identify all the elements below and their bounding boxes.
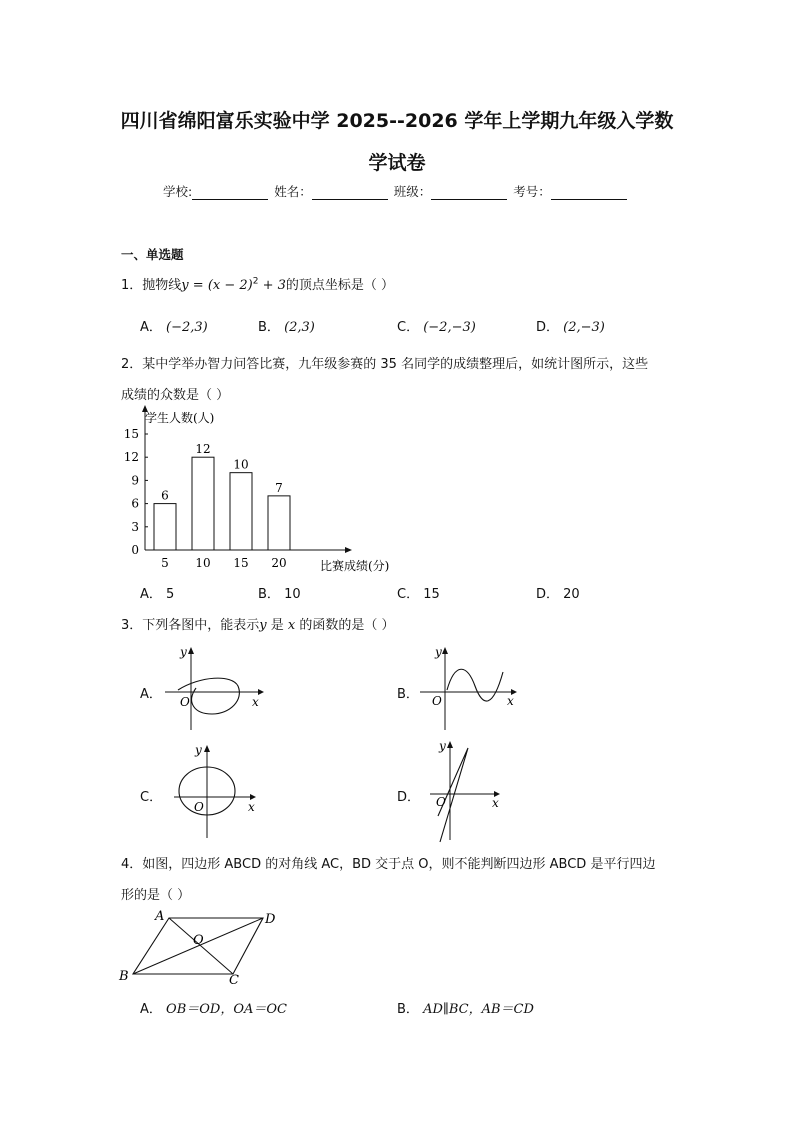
chart-bar: [192, 457, 214, 550]
y-axis-arrow-icon: [188, 647, 194, 654]
option-label: B．: [397, 1002, 419, 1017]
q3-graph-d: [420, 736, 520, 846]
q2-option-b[interactable]: [258, 583, 301, 602]
option-value: (−2,−3): [423, 320, 476, 335]
page-title-line2: 学试卷: [368, 152, 426, 174]
name-field[interactable]: [312, 185, 388, 200]
vertex-b-label: B: [119, 969, 129, 984]
vertex-c-label: C: [229, 973, 239, 988]
question-3-text-mid: 是: [266, 618, 288, 633]
chart-bar: [154, 504, 176, 550]
x-axis-label: x: [248, 800, 255, 814]
section-title: 一、单选题: [121, 247, 184, 262]
q3-graph-b: [415, 642, 525, 732]
q3-option-a-label[interactable]: A．: [140, 687, 162, 702]
y-axis-arrow-icon: [447, 741, 453, 748]
x-axis-label: x: [507, 694, 514, 708]
option-label: A．: [140, 1002, 162, 1017]
student-info-line: [163, 182, 629, 200]
option-value: 10: [284, 587, 301, 602]
question-1-formula-exp: 2: [252, 276, 259, 287]
class-label: 班级：: [393, 184, 432, 199]
q3-option-d-label[interactable]: D．: [397, 790, 421, 805]
y-axis-label: y: [180, 645, 187, 659]
option-label: A．: [140, 587, 162, 602]
option-label: D．: [536, 587, 560, 602]
question-3-text: 下列各图中，能表示: [142, 618, 260, 633]
q1-option-b[interactable]: [258, 316, 315, 335]
q4-option-a[interactable]: [140, 998, 287, 1017]
parallelogram-figure: [115, 906, 285, 988]
origin-label: O: [194, 800, 204, 814]
y-axis-label: y: [195, 743, 202, 757]
option-label: A．: [140, 320, 162, 335]
question-4-line2: 形的是（ ）: [121, 888, 191, 903]
question-1-number: 1．: [121, 278, 143, 293]
y-axis-arrow-icon: [204, 745, 210, 752]
option-value: OB＝OD，OA＝OC: [166, 1002, 287, 1017]
chart-y-tick-label: 9: [131, 473, 139, 488]
chart-y-axis-title: 学生人数(人): [145, 411, 215, 425]
option-label: D．: [536, 320, 560, 335]
question-4-line1: 4．如图，四边形 ABCD 的对角线 AC，BD 交于点 O，则不能判断四边形 ABCD 是平行四边: [121, 857, 656, 872]
q2-option-a[interactable]: [140, 583, 174, 602]
chart-y-tick-label: 0: [131, 543, 139, 557]
q1-option-c[interactable]: [397, 316, 476, 335]
y-axis-label: y: [439, 739, 446, 753]
option-value: (−2,3): [166, 320, 208, 335]
origin-label: O: [432, 694, 442, 708]
origin-label: O: [436, 795, 446, 809]
question-3-text-end: 的函数的是（ ）: [295, 618, 395, 633]
option-value: 20: [563, 587, 580, 602]
question-2-line1: 2．某中学举办智力问答比赛，九年级参赛的 35 名同学的成绩整理后，如统计图所示，这些: [121, 357, 649, 372]
chart-y-tick-label: 6: [131, 496, 139, 511]
chart-y-tick-label: 3: [131, 519, 139, 534]
question-3-var-x: x: [287, 618, 296, 633]
option-value: AD∥BC，AB＝CD: [423, 1002, 534, 1017]
chart-x-tick-label: 15: [233, 556, 249, 570]
question-3-number: 3．: [121, 618, 143, 633]
exam-no-label: 考号：: [513, 184, 551, 199]
y-axis-label: y: [435, 645, 442, 659]
chart-x-arrow-icon: [345, 547, 352, 553]
q1-option-d[interactable]: [536, 316, 605, 335]
chart-bar-value-label: 10: [233, 457, 249, 472]
point-o-label: O: [193, 933, 204, 948]
origin-label: O: [180, 695, 190, 709]
bar-chart: [115, 404, 405, 576]
question-2-line2: 成绩的众数是（ ）: [121, 388, 230, 403]
question-1: [121, 274, 394, 293]
option-label: B．: [258, 320, 280, 335]
chart-y-tick-label: 12: [123, 450, 139, 465]
chart-bar-value-label: 6: [161, 488, 169, 503]
option-label: C．: [397, 320, 420, 335]
option-label: B．: [258, 587, 280, 602]
wave-curve: [447, 669, 503, 701]
q4-option-b[interactable]: [397, 998, 534, 1017]
chart-x-tick-label: 10: [195, 556, 211, 570]
option-value: 15: [423, 587, 440, 602]
question-1-text-before: 抛物线: [142, 278, 182, 293]
chart-bar: [268, 496, 290, 550]
x-axis-arrow-icon: [258, 689, 264, 695]
q1-option-a[interactable]: [140, 316, 208, 335]
chart-x-tick-label: 20: [271, 556, 287, 570]
q3-graph-a: [160, 642, 270, 732]
y-axis-arrow-icon: [442, 647, 448, 654]
q2-option-d[interactable]: [536, 583, 580, 602]
q3-option-b-label[interactable]: B．: [397, 687, 419, 702]
question-1-text-after: 的顶点坐标是（ ）: [285, 278, 395, 293]
q3-graph-c: [170, 740, 270, 840]
class-field[interactable]: [431, 185, 507, 200]
option-value: (2,3): [284, 320, 315, 335]
chart-x-axis-title: 比赛成绩(分): [320, 559, 390, 573]
option-label: C．: [397, 587, 420, 602]
chart-x-tick-label: 5: [161, 556, 169, 570]
q3-option-c-label[interactable]: C．: [140, 790, 163, 805]
exam-no-field[interactable]: [551, 185, 627, 200]
name-label: 姓名：: [274, 184, 312, 199]
vertex-a-label: A: [155, 909, 165, 924]
page-title: 四川省绵阳富乐实验中学 2025--2026 学年上学期九年级入学数: [120, 110, 674, 132]
vertex-d-label: D: [265, 912, 276, 927]
question-1-formula-y: y: [181, 278, 189, 293]
school-label: 学校:: [163, 184, 193, 199]
chart-bar: [230, 473, 252, 550]
chart-y-tick-label: 15: [123, 427, 139, 441]
chart-bar-value-label: 7: [275, 480, 283, 495]
question-3-var-y: y: [259, 618, 267, 633]
x-axis-label: x: [252, 695, 259, 709]
chart-bar-value-label: 12: [195, 442, 211, 457]
q2-option-c[interactable]: [397, 583, 440, 602]
question-1-formula-tail: + 3: [258, 278, 286, 293]
question-1-formula: = (x − 2): [188, 278, 253, 293]
option-value: (2,−3): [563, 320, 605, 335]
x-axis-label: x: [492, 796, 499, 810]
option-value: 5: [166, 587, 175, 602]
question-3: [121, 614, 395, 633]
school-field[interactable]: [192, 185, 268, 200]
